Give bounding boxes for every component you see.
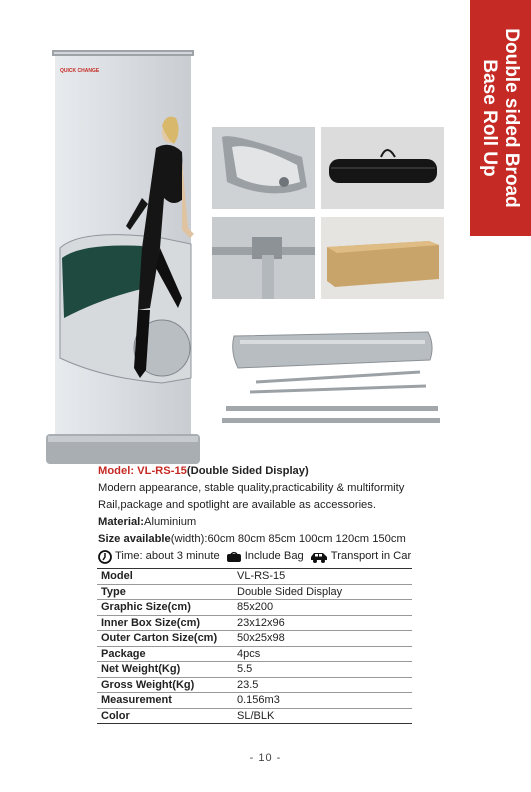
time-text: Time: about 3 minute [115, 550, 220, 562]
feature-icons-row [98, 548, 428, 565]
spec-value: 23.5 [233, 677, 412, 693]
car-icon [310, 551, 328, 563]
table-row [97, 677, 412, 693]
model-line [98, 463, 428, 480]
photo-pole-clamp [212, 217, 315, 299]
table-row [97, 662, 412, 678]
title-tab-text [470, 0, 531, 236]
spec-key: Color [97, 708, 233, 724]
sizes-label: Size available [98, 533, 171, 545]
model-label: Model: [98, 465, 135, 477]
spec-key: Gross Weight(Kg) [97, 677, 233, 693]
spec-value: VL-RS-15 [233, 569, 412, 585]
clock-icon [98, 550, 112, 564]
title-line-1: Double sided Broad [501, 28, 523, 208]
spec-key: Graphic Size(cm) [97, 600, 233, 616]
product-description [98, 463, 428, 565]
model-desc: (Double Sided Display) [186, 465, 309, 477]
spec-table [97, 568, 412, 724]
photo-parts [220, 330, 445, 428]
sizes-line [98, 531, 428, 548]
sizes-value: (width):60cm 80cm 85cm 100cm 120cm 150cm [170, 533, 406, 545]
bag-icon [226, 551, 242, 563]
material-value: Aluminium [144, 516, 197, 528]
material-line [98, 514, 428, 531]
table-row [97, 569, 412, 585]
bag-text: Include Bag [244, 550, 304, 562]
spec-key: Outer Carton Size(cm) [97, 631, 233, 647]
spec-value: 23x12x96 [233, 615, 412, 631]
spec-value: Double Sided Display [233, 584, 412, 600]
spec-value: 4pcs [233, 646, 412, 662]
page-number: - 10 - [249, 752, 282, 764]
photo-base-detail [212, 127, 315, 209]
table-row [97, 615, 412, 631]
car-text: Transport in Car [330, 550, 412, 562]
description-text: Modern appearance, stable quality,practicability & multiformity Rail,package and spotlight are available as accessories. [98, 482, 405, 511]
table-row [97, 584, 412, 600]
spec-key: Inner Box Size(cm) [97, 615, 233, 631]
spec-key: Measurement [97, 693, 233, 709]
material-label: Material: [98, 516, 145, 528]
title-line-2: Base Roll Up [479, 59, 501, 177]
table-row [97, 646, 412, 662]
rollup-banner-image [42, 48, 204, 466]
spec-key: Package [97, 646, 233, 662]
table-row [97, 708, 412, 724]
spec-value: 5.5 [233, 662, 412, 678]
photo-carton-box [321, 217, 444, 299]
photo-carry-bag [321, 127, 444, 209]
spec-key: Type [97, 584, 233, 600]
spec-value: 0.156m3 [233, 693, 412, 709]
banner-headline: QUICK CHANGE [60, 68, 100, 74]
table-row [97, 631, 412, 647]
spec-key: Model [97, 569, 233, 585]
spec-value: SL/BLK [233, 708, 412, 724]
table-row [97, 600, 412, 616]
spec-key: Net Weight(Kg) [97, 662, 233, 678]
title-tab [470, 0, 531, 236]
spec-value: 50x25x98 [233, 631, 412, 647]
model-code: VL-RS-15 [137, 465, 187, 477]
spec-value: 85x200 [233, 600, 412, 616]
table-row [97, 693, 412, 709]
